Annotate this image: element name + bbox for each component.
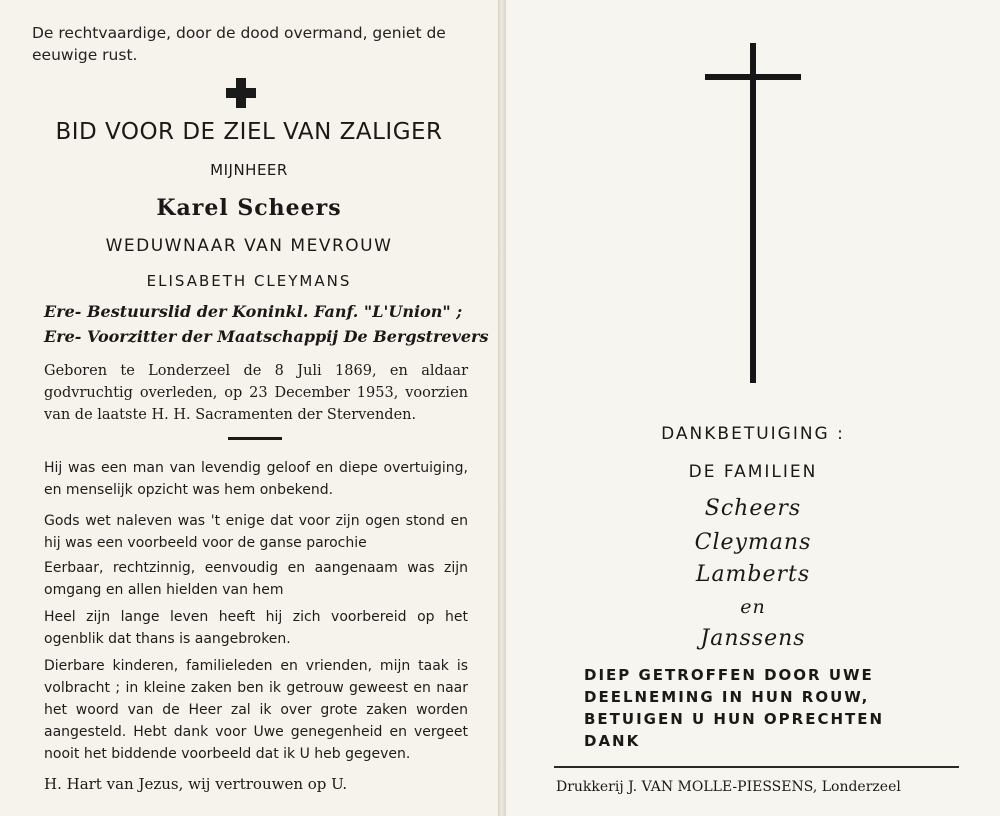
family-name: Cleymans (694, 530, 812, 555)
wife-name: ELISABETH CLEYMANS (146, 272, 352, 290)
memorial-paragraph: Dierbare kinderen, familieleden en vrienden, mijn taak is volbracht ; in kleine zaken ben ik getrouw geweest en naar het woord van de Heer zal ik over grote zaken worden aangesteld. Hebt dank voor Uwe genegenheid en vergeet nooit het biddende voorbeeld dat ik U heb gegeven. (44, 658, 468, 762)
family-name: Scheers (704, 496, 802, 521)
memorial-paragraph: Eerbaar, rechtzinnig, eenvoudig en aangenaam was zijn omgang en allen hielden van hem (44, 560, 468, 598)
divider (228, 437, 282, 440)
family-conjunction: en (740, 596, 766, 618)
closing-prayer: H. Hart van Jezus, wij vertrouwen op U. (44, 775, 348, 793)
large-cross-icon (705, 43, 801, 383)
printer-credit: Drukkerij J. VAN MOLLE-PIESSENS, Londerzeel (556, 779, 901, 795)
honor-line: Ere- Bestuurslid der Koninkl. Fanf. "L'Union" ; (44, 302, 463, 321)
memorial-paragraph: Gods wet naleven was 't enige dat voor zijn ogen stond en hij was een voorbeeld voor de ganse parochie (44, 513, 468, 551)
thanks-heading: DANKBETUIGING : (661, 424, 845, 444)
family-name: Lamberts (695, 562, 811, 587)
prayer-heading: BID VOOR DE ZIEL VAN ZALIGER (55, 119, 443, 145)
honor-line: Ere- Voorzitter der Maatschappij De Bergstrevers (44, 327, 489, 346)
memorial-paragraph: Heel zijn lange leven heeft hij zich voorbereid op het ogenblik dat thans is aangebroken. (44, 609, 468, 647)
families-heading: DE FAMILIEN (688, 462, 818, 482)
card-fold (498, 0, 506, 816)
cross-icon (226, 78, 256, 108)
family-name: Janssens (700, 626, 806, 651)
birth-death-text: Geboren te Londerzeel de 8 Juli 1869, en aldaar godvruchtig overleden, op 23 December 1953, voorzien van de laatste H. H. Sacramenten der Stervenden. (44, 363, 468, 423)
thanks-message: DIEP GETROFFEN DOOR UWE DEELNEMING IN HUN ROUW, BETUIGEN U HUN OPRECHTEN DANK (584, 666, 885, 750)
memorial-paragraph: Hij was een man van levendig geloof en diepe overtuiging, en menselijk opzicht was hem onbekend. (44, 460, 468, 498)
epigraph: De rechtvaardige, door de dood overmand, geniet de eeuwige rust. (32, 24, 446, 64)
footer-rule (554, 766, 959, 768)
deceased-name: Karel Scheers (156, 195, 342, 221)
title-mijnheer: MIJNHEER (210, 161, 288, 179)
widower-line: WEDUWNAAR VAN MEVROUW (105, 236, 393, 256)
